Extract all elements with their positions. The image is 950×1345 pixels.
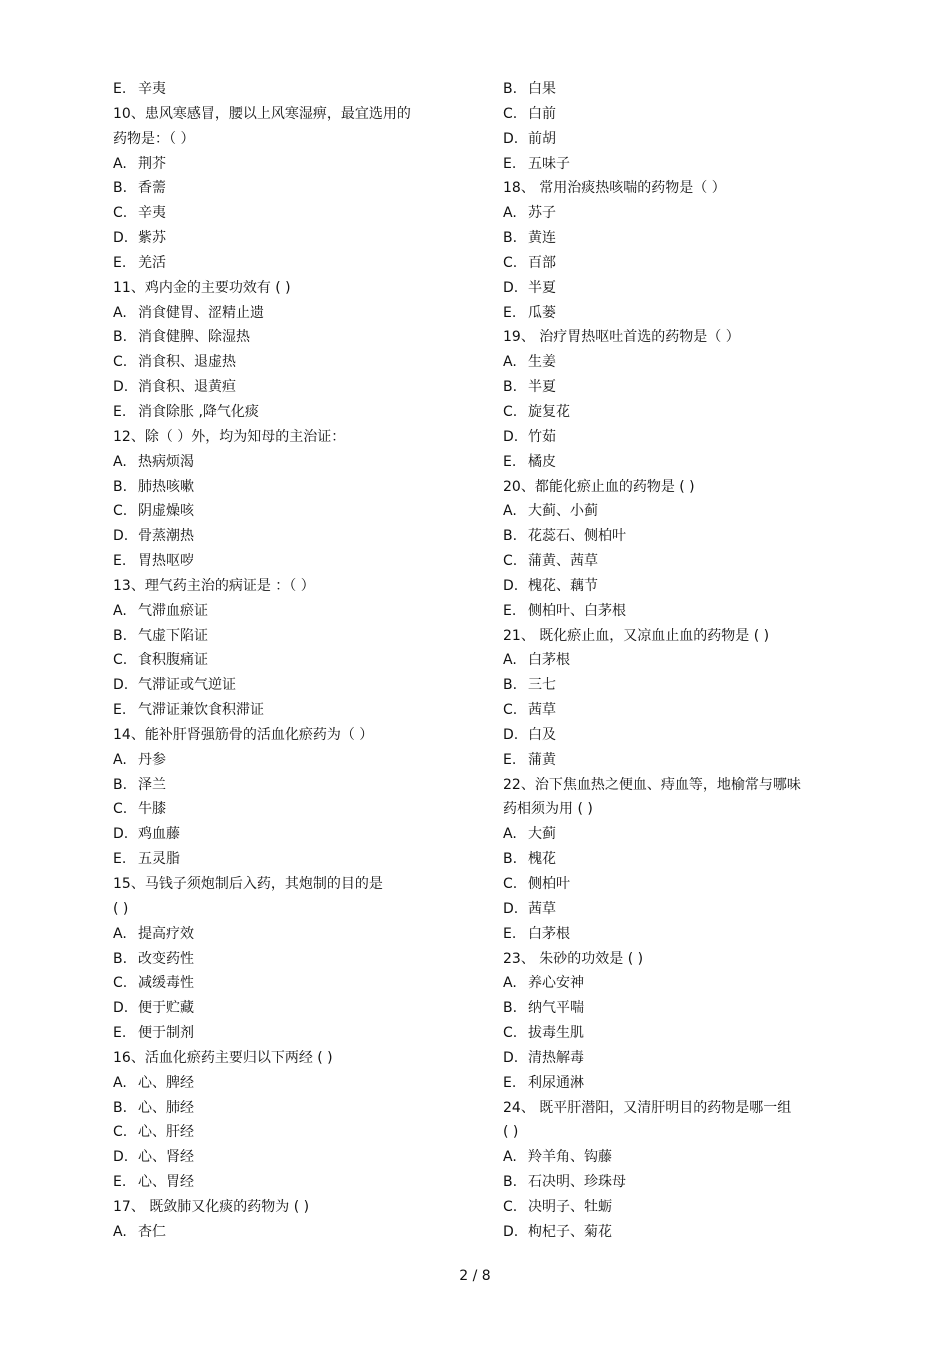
option-letter: D. <box>503 577 519 594</box>
option-text: 养心安神 <box>528 975 584 992</box>
option-text: 大蓟、小蓟 <box>528 503 598 520</box>
option-text: 半夏 <box>528 279 556 296</box>
option-letter: A. <box>503 354 517 371</box>
answer-option <box>503 971 833 996</box>
option-letter: C. <box>503 553 518 570</box>
option-letter: E. <box>113 553 127 570</box>
option-letter: A. <box>113 304 127 321</box>
option-letter: C. <box>503 1025 518 1042</box>
option-text: 瓜蒌 <box>528 304 556 321</box>
answer-option <box>503 748 833 773</box>
option-letter: B. <box>503 81 518 97</box>
answer-option <box>503 822 833 847</box>
question-line: 15、马钱子须炮制后入药，其炮制的目的是 <box>113 876 383 892</box>
option-text: 心、肺经 <box>138 1099 194 1116</box>
option-letter: C. <box>113 503 128 520</box>
option-letter: E. <box>503 453 517 470</box>
question-line: 10、患风寒感冒，腰以上风寒湿痹，最宜选用的 <box>113 105 411 122</box>
option-letter: D. <box>113 826 129 843</box>
answer-option <box>113 797 463 822</box>
option-letter: B. <box>113 776 128 793</box>
question-text <box>113 127 463 152</box>
answer-option <box>503 599 833 624</box>
answer-option <box>113 499 463 524</box>
answer-option <box>503 450 833 475</box>
question-line: 药相须为用 ( ) <box>503 801 593 818</box>
option-text: 五味子 <box>528 155 570 172</box>
option-text: 辛夷 <box>138 205 166 222</box>
question-text <box>503 325 833 350</box>
answer-option <box>503 524 833 549</box>
answer-option <box>113 698 463 723</box>
option-letter: B. <box>503 528 518 545</box>
question-text <box>503 176 833 201</box>
question-line: 12、除（ ）外，均为知母的主治证： <box>113 428 346 445</box>
answer-option <box>113 77 463 102</box>
option-text: 减缓毒性 <box>138 975 194 992</box>
option-text: 百部 <box>528 254 556 271</box>
answer-option <box>113 822 463 847</box>
answer-option <box>503 350 833 375</box>
option-letter: A. <box>503 652 517 669</box>
answer-option <box>503 574 833 599</box>
option-text: 紫苏 <box>138 230 166 247</box>
question-line: 20、都能化瘀止血的药物是 ( ) <box>503 478 695 495</box>
answer-option <box>503 201 833 226</box>
answer-option <box>113 922 463 947</box>
option-letter: D. <box>113 1149 129 1166</box>
option-letter: D. <box>503 1223 519 1240</box>
option-letter: A. <box>503 205 517 222</box>
answer-option <box>503 698 833 723</box>
option-letter: B. <box>503 379 518 396</box>
answer-option <box>503 226 833 251</box>
option-letter: A. <box>503 975 517 992</box>
option-letter: A. <box>113 453 127 470</box>
question-line: 23、 朱砂的功效是 ( ) <box>503 950 644 967</box>
answer-option <box>503 400 833 425</box>
option-letter: B. <box>113 1099 128 1116</box>
option-text: 旋复花 <box>528 403 570 420</box>
left-column <box>113 77 463 1245</box>
option-text: 牛膝 <box>138 801 166 818</box>
option-text: 生姜 <box>528 354 556 371</box>
answer-option <box>113 971 463 996</box>
answer-option <box>503 1170 833 1195</box>
answer-option <box>503 251 833 276</box>
option-text: 消食健脾、除湿热 <box>138 329 250 346</box>
right-column <box>503 77 833 1245</box>
option-text: 决明子、牡蛎 <box>528 1198 612 1215</box>
option-text: 橘皮 <box>528 453 556 470</box>
option-text: 香薷 <box>138 180 166 197</box>
answer-option <box>113 1120 463 1145</box>
answer-option <box>503 996 833 1021</box>
option-letter: D. <box>503 428 519 445</box>
answer-option <box>113 1145 463 1170</box>
option-text: 气虚下陷证 <box>138 627 208 644</box>
question-line: 13、理气药主治的病证是 ：（ ） <box>113 577 315 594</box>
question-text <box>113 425 463 450</box>
answer-option <box>113 773 463 798</box>
option-letter: B. <box>113 950 128 967</box>
answer-option <box>503 1071 833 1096</box>
option-text: 骨蒸潮热 <box>138 528 194 545</box>
option-text: 提高疗效 <box>138 925 194 942</box>
question-text <box>113 574 463 599</box>
option-text: 白前 <box>528 105 556 122</box>
option-letter: D. <box>113 230 129 247</box>
option-text: 心、肝经 <box>138 1124 194 1141</box>
option-text: 荆芥 <box>138 155 166 172</box>
question-line: 药物是：（ ） <box>113 130 195 147</box>
option-letter: A. <box>503 503 517 520</box>
answer-option <box>503 1046 833 1071</box>
option-letter: C. <box>503 105 518 122</box>
option-text: 花蕊石、侧柏叶 <box>528 528 626 545</box>
answer-option <box>113 1170 463 1195</box>
option-letter: E. <box>113 702 127 719</box>
option-letter: B. <box>113 478 128 495</box>
question-line: ( ) <box>113 900 129 917</box>
question-text <box>113 897 463 922</box>
option-text: 大蓟 <box>528 826 556 843</box>
question-text <box>113 276 463 301</box>
option-text: 利尿通淋 <box>528 1074 584 1091</box>
answer-option <box>113 624 463 649</box>
option-text: 泽兰 <box>138 776 166 793</box>
option-letter: C. <box>113 652 128 669</box>
question-line: ( ) <box>503 1124 519 1141</box>
answer-option <box>113 152 463 177</box>
answer-option <box>503 872 833 897</box>
option-letter: C. <box>113 801 128 818</box>
option-letter: D. <box>503 279 519 296</box>
option-text: 消食除胀 ,降气化痰 <box>138 403 259 420</box>
answer-option <box>113 947 463 972</box>
answer-option <box>113 251 463 276</box>
answer-option <box>113 350 463 375</box>
option-letter: E. <box>503 925 517 942</box>
option-text: 清热解毒 <box>528 1049 584 1066</box>
question-line: 11、鸡内金的主要功效有 ( ) <box>113 279 291 296</box>
question-text <box>503 773 833 798</box>
option-text: 鸡血藤 <box>138 826 180 843</box>
answer-option <box>113 549 463 574</box>
answer-option <box>113 1220 463 1245</box>
question-text <box>503 1120 833 1145</box>
answer-option <box>503 77 833 102</box>
answer-option <box>503 127 833 152</box>
option-text: 半夏 <box>528 379 556 396</box>
option-text: 白茅根 <box>528 652 570 669</box>
option-letter: A. <box>503 826 517 843</box>
option-letter: B. <box>503 230 518 247</box>
answer-option <box>503 648 833 673</box>
option-text: 五灵脂 <box>138 851 180 868</box>
answer-option <box>113 375 463 400</box>
option-text: 消食积、退虚热 <box>138 354 236 371</box>
answer-option <box>503 1220 833 1245</box>
option-text: 热病烦渴 <box>138 453 194 470</box>
option-text: 食积腹痛证 <box>138 652 208 669</box>
answer-option <box>113 673 463 698</box>
option-text: 心、胃经 <box>138 1174 194 1191</box>
option-text: 竹茹 <box>528 428 556 445</box>
answer-option <box>503 847 833 872</box>
option-letter: E. <box>113 403 127 420</box>
option-letter: E. <box>503 602 517 619</box>
page-number: 2 / 8 <box>459 1268 491 1284</box>
question-line: 21、 既化瘀止血，又凉血止血的药物是 ( ) <box>503 627 770 644</box>
option-text: 拔毒生肌 <box>528 1025 584 1042</box>
option-letter: B. <box>503 677 518 694</box>
answer-option <box>503 276 833 301</box>
option-letter: C. <box>503 403 518 420</box>
answer-option <box>503 425 833 450</box>
option-text: 白果 <box>528 81 556 97</box>
answer-option <box>503 1195 833 1220</box>
option-text: 白及 <box>528 726 556 743</box>
question-text <box>503 947 833 972</box>
option-letter: B. <box>503 1000 518 1017</box>
option-text: 阴虚燥咳 <box>138 503 194 520</box>
answer-option <box>503 673 833 698</box>
option-text: 心、肾经 <box>138 1149 194 1166</box>
answer-option <box>503 375 833 400</box>
answer-option <box>113 1021 463 1046</box>
option-letter: C. <box>113 975 128 992</box>
option-text: 肺热咳嗽 <box>138 478 194 495</box>
option-letter: A. <box>113 602 127 619</box>
option-text: 杏仁 <box>138 1223 166 1240</box>
option-letter: B. <box>503 851 518 868</box>
option-text: 枸杞子、菊花 <box>528 1223 612 1240</box>
option-letter: D. <box>113 528 129 545</box>
option-letter: D. <box>113 1000 129 1017</box>
answer-option <box>113 599 463 624</box>
option-text: 胃热呕哕 <box>138 553 194 570</box>
question-text <box>113 1046 463 1071</box>
answer-option <box>503 1021 833 1046</box>
answer-option <box>503 549 833 574</box>
option-text: 槐花 <box>528 851 556 868</box>
answer-option <box>503 922 833 947</box>
option-text: 石决明、珍珠母 <box>528 1174 626 1191</box>
option-letter: C. <box>503 702 518 719</box>
question-text <box>113 872 463 897</box>
option-text: 槐花、藕节 <box>528 577 598 594</box>
answer-option <box>113 400 463 425</box>
option-text: 心、脾经 <box>138 1074 194 1091</box>
option-text: 辛夷 <box>138 81 166 97</box>
question-text <box>113 723 463 748</box>
option-text: 侧柏叶 <box>528 876 570 892</box>
option-text: 纳气平喘 <box>528 1000 584 1017</box>
answer-option <box>113 450 463 475</box>
option-text: 侧柏叶、白茅根 <box>528 602 626 619</box>
answer-option <box>113 1096 463 1121</box>
option-letter: E. <box>113 1025 127 1042</box>
option-text: 丹参 <box>138 751 166 768</box>
answer-option <box>503 897 833 922</box>
answer-option <box>113 1071 463 1096</box>
answer-option <box>503 723 833 748</box>
answer-option <box>113 475 463 500</box>
option-letter: E. <box>503 155 517 172</box>
option-letter: D. <box>503 726 519 743</box>
option-letter: C. <box>113 1124 128 1141</box>
question-text <box>503 1096 833 1121</box>
answer-option <box>113 996 463 1021</box>
option-letter: C. <box>113 354 128 371</box>
option-letter: A. <box>113 751 127 768</box>
answer-option <box>503 102 833 127</box>
option-letter: A. <box>113 155 127 172</box>
question-line: 18、 常用治痰热咳喘的药物是（ ） <box>503 180 726 197</box>
option-text: 蒲黄 <box>528 751 556 768</box>
option-text: 气滞血瘀证 <box>138 602 208 619</box>
answer-option <box>113 648 463 673</box>
option-letter: D. <box>503 900 519 917</box>
option-text: 茜草 <box>528 900 556 917</box>
answer-option <box>113 325 463 350</box>
option-letter: C. <box>503 1198 518 1215</box>
answer-option <box>113 524 463 549</box>
option-letter: C. <box>503 876 518 892</box>
option-letter: E. <box>113 81 127 97</box>
answer-option <box>113 301 463 326</box>
answer-option <box>113 847 463 872</box>
option-text: 蒲黄、茜草 <box>528 553 598 570</box>
option-text: 改变药性 <box>138 950 194 967</box>
option-text: 前胡 <box>528 130 556 147</box>
answer-option <box>503 499 833 524</box>
option-letter: E. <box>503 1074 517 1091</box>
question-text <box>503 624 833 649</box>
question-line: 17、 既敛肺又化痰的药物为 ( ) <box>113 1198 310 1215</box>
option-text: 茜草 <box>528 702 556 719</box>
option-text: 便于制剂 <box>138 1025 194 1042</box>
answer-option <box>113 226 463 251</box>
option-letter: D. <box>113 379 129 396</box>
answer-option <box>113 201 463 226</box>
option-text: 便于贮藏 <box>138 1000 194 1017</box>
question-text <box>113 102 463 127</box>
question-line: 14、能补肝肾强筋骨的活血化瘀药为（ ） <box>113 726 374 743</box>
option-letter: A. <box>503 1149 517 1166</box>
option-letter: C. <box>503 254 518 271</box>
option-letter: B. <box>113 329 128 346</box>
option-letter: E. <box>503 751 517 768</box>
question-line: 22、治下焦血热之便血、痔血等，地榆常与哪味 <box>503 776 801 793</box>
option-letter: E. <box>113 1174 127 1191</box>
option-text: 消食健胃、涩精止遗 <box>138 304 264 321</box>
option-letter: D. <box>503 130 519 147</box>
question-text <box>503 475 833 500</box>
question-text <box>113 1195 463 1220</box>
option-letter: A. <box>113 1223 127 1240</box>
question-text <box>503 797 833 822</box>
option-letter: B. <box>113 627 128 644</box>
option-text: 羚羊角、钩藤 <box>528 1149 612 1166</box>
option-letter: E. <box>113 851 127 868</box>
option-text: 白茅根 <box>528 925 570 942</box>
option-letter: D. <box>503 1049 519 1066</box>
option-letter: E. <box>503 304 517 321</box>
option-letter: A. <box>113 1074 127 1091</box>
question-line: 24、 既平肝潜阳，又清肝明目的药物是哪一组 <box>503 1099 792 1116</box>
option-letter: D. <box>113 677 129 694</box>
option-text: 苏子 <box>528 205 556 222</box>
option-letter: E. <box>113 254 127 271</box>
question-line: 19、 治疗胃热呕吐首选的药物是（ ） <box>503 329 740 346</box>
option-text: 气滞证兼饮食积滞证 <box>138 702 264 719</box>
option-text: 三七 <box>528 677 556 694</box>
option-letter: A. <box>113 925 127 942</box>
option-text: 气滞证或气逆证 <box>138 677 236 694</box>
question-line: 16、活血化瘀药主要归以下两经 ( ) <box>113 1049 333 1066</box>
answer-option <box>503 301 833 326</box>
answer-option <box>503 152 833 177</box>
option-letter: C. <box>113 205 128 222</box>
answer-option <box>113 176 463 201</box>
option-text: 消食积、退黄疸 <box>138 379 236 396</box>
option-letter: B. <box>113 180 128 197</box>
answer-option <box>113 748 463 773</box>
option-letter: B. <box>503 1174 518 1191</box>
option-text: 羌活 <box>138 254 166 271</box>
answer-option <box>503 1145 833 1170</box>
option-text: 黄连 <box>528 230 556 247</box>
